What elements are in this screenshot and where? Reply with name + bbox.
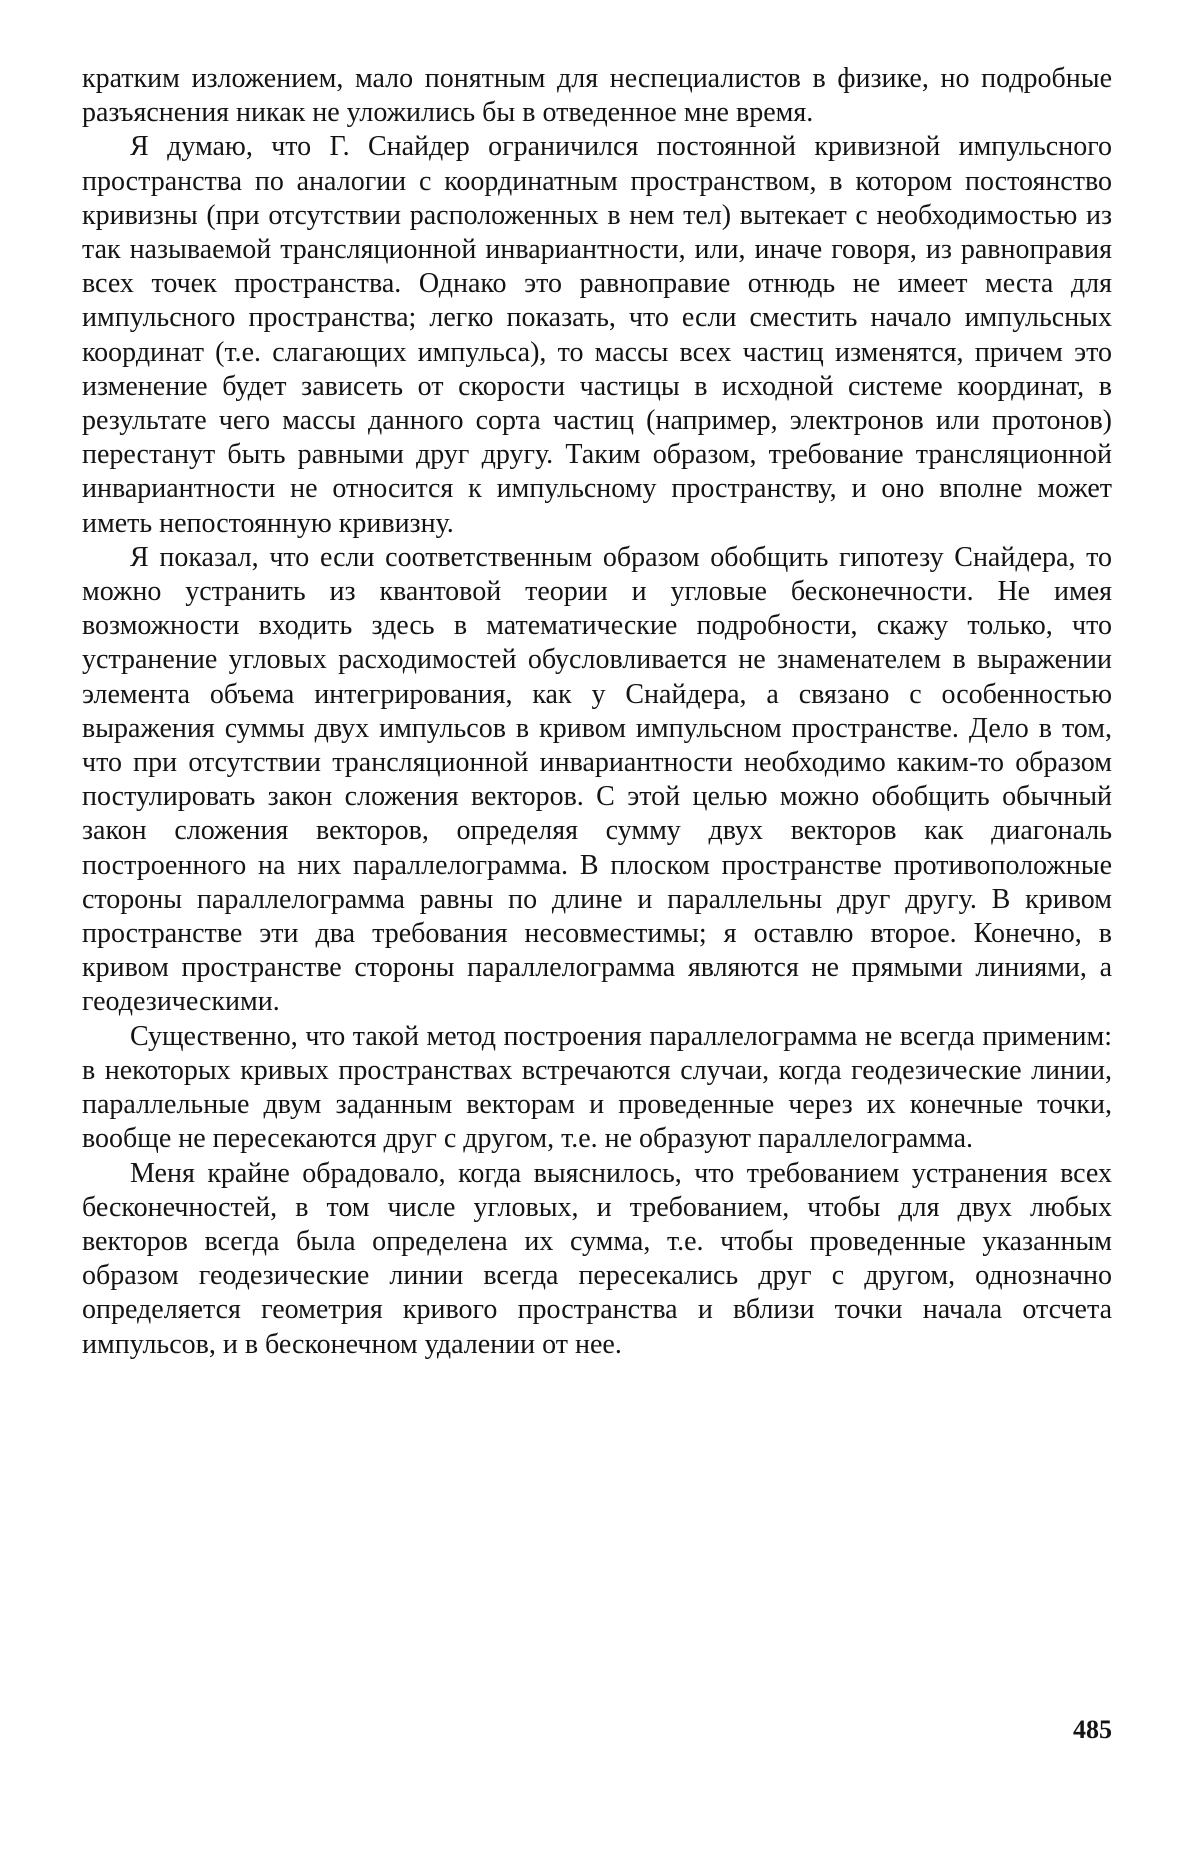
paragraph-snyder-curvature: Я думаю, что Г. Снайдер ограничился постоянной кривизной импульсного пространства по аналогии с координатным пространством, в котором постоянство кривизны (при отсутствии расположенных в нем тел) вытекает с необходимостью из так называемой трансляционной инвариантности, или, иначе говоря, из равноправия всех точек пространства. Однако это равноправие отнюдь не имеет места для импульсного пространства; легко показать, что если сместить начало импульсных координат (т.е. слагающих импульса), то массы всех частиц изменятся, причем это изменение будет зависеть от скорости частицы в исходной системе координат, в результате чего массы данного сорта частиц (например, электронов или протонов) перестанут быть равными друг другу. Таким образом, требование трансляционной инвариантности не относится к импульсному пространству, и оно вполне может иметь непостоянную кривизну. [82,130,1112,540]
paragraph-continuation: кратким изложением, мало понятным для неспециалистов в физике, но подробные разъяснения никак не уложились бы в отведенное мне время. [82,62,1112,130]
paragraph-geometry-determined: Меня крайне обрадовало, когда выяснилось, что требованием устранения всех бесконечностей, в том числе угловых, и требованием, чтобы для двух любых векторов всегда была определена их сумма, т.е. чтобы проведенные указанным образом геодезические линии всегда пересекались друг с другом, однозначно определяется геометрия кривого пространства и вблизи точки начала отсчета импульсов, и в бесконечном удалении от нее. [82,1157,1112,1362]
paragraph-angular-divergences: Я показал, что если соответственным образом обобщить гипотезу Снайдера, то можно устранить из квантовой теории и угловые бесконечности. Не имея возможности входить здесь в математические подробности, скажу только, что устранение угловых расходимостей обусловливается не знаменателем в выражении элемента объема интегрирования, как у Снайдера, а связано с особенностью выражения суммы двух импульсов в кривом импульсном пространстве. Дело в том, что при отсутствии трансляционной инвариантности необходимо каким-то образом постулировать закон сложения векторов. С этой целью можно обобщить обычный закон сложения векторов, определяя сумму двух векторов как диагональ построенного на них параллелограмма. В плоском пространстве противоположные стороны параллелограмма равны по длине и параллельны друг другу. В кривом пространстве эти два требования несовместимы; я оставлю второе. Конечно, в кривом пространстве стороны параллелограмма являются не прямыми линиями, а геодезическими. [82,541,1112,1020]
paragraph-parallelogram-method: Существенно, что такой метод построения параллелограмма не всегда применим: в некоторых кривых пространствах встречаются случаи, когда геодезические линии, параллельные двум заданным векторам и проведенные через их конечные точки, вообще не пересекаются друг с другом, т.е. не образуют параллелограмма. [82,1020,1112,1157]
page-number: 485 [1073,1715,1112,1745]
page-body [82,62,1112,1362]
